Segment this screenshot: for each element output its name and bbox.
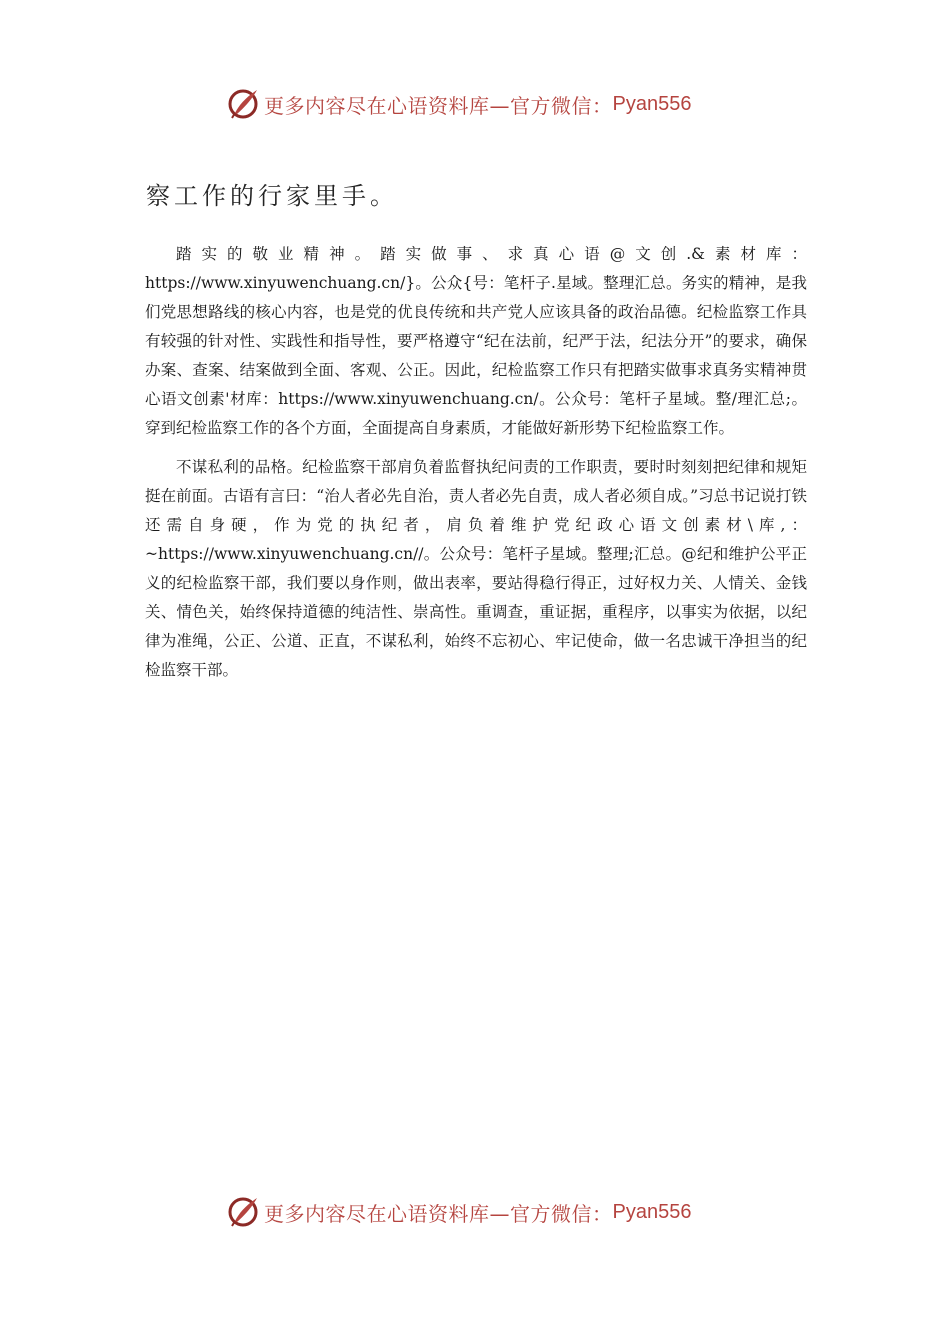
header-banner [226, 84, 746, 124]
banner-wechat-id: Pyan556 [612, 1200, 692, 1223]
quill-pen-logo-icon [226, 1195, 260, 1229]
paragraph: 踏实的敬业精神。踏实做事、求真心语@文创.&素材库：https://www.xinyuwenchuang.cn/}。公众{号：笔杆子.星域。整理汇总。务实的精神，是我们党思想路线的核心内容，也是党的优良传统和共产党人应该具备的政治品德。纪检监察工作具有较强的针对性、实践性和指导性，要严格遵守“纪在法前，纪严于法，纪法分开”的要求，确保办案、查案、结案做到全面、客观、公正。因此，纪检监察工作只有把踏实做事求真务实精神贯心语文创素'材库：https://www.xinyuwenchuang.cn/。公众号：笔杆子星域。整/理汇总;。穿到纪检监察工作的各个方面，全面提高自身素质，才能做好新形势下纪检监察工作。 [145, 245, 807, 437]
footer-banner [226, 1192, 746, 1232]
paragraph: 不谋私利的品格。纪检监察干部肩负着监督执纪问责的工作职责，要时时刻刻把纪律和规矩挺在前面。古语有言曰：“治人者必先自治，责人者必先自责，成人者必须自成。”习总书记说打铁还需自身硬，作为党的执纪者，肩负着维护党纪政心语文创素材\库,：~https://www.xinyuwenchuang.cn//。公众号：笔杆子星域。整理;汇总。@纪和维护公平正义的纪检监察干部，我们要以身作则，做出表率，要站得稳行得正，过好权力关、人情关、金钱关、情色关，始终保持道德的纯洁性、崇高性。重调查，重证据，重程序，以事实为依据，以纪律为准绳，公正、公道、正直，不谋私利，始终不忘初心、牢记使命，做一名忠诚干净担当的纪检监察干部。 [145, 458, 807, 679]
section-heading: 察工作的行家里手。 [146, 182, 398, 210]
document-body [145, 240, 807, 695]
banner-wechat-id: Pyan556 [612, 92, 692, 115]
quill-pen-logo-icon [226, 87, 260, 121]
banner-text: 更多内容尽在心语资料库—官方微信： [264, 93, 613, 118]
banner-text: 更多内容尽在心语资料库—官方微信： [264, 1201, 613, 1226]
